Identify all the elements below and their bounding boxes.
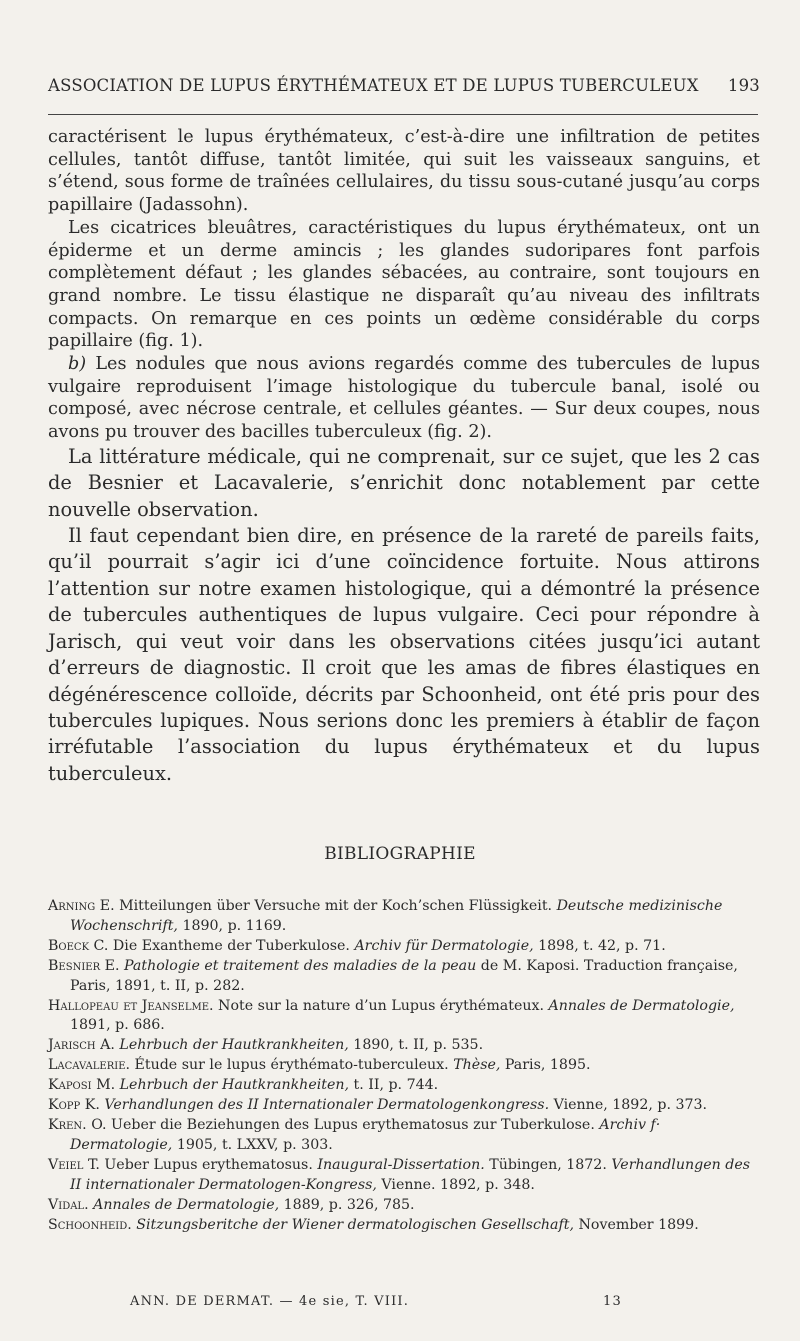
bib-details: 1889, p. 326, 785. [279,1196,415,1213]
bib-details: t. II, p. 744. [349,1077,439,1094]
bib-entry [48,1116,760,1156]
bib-entry [48,957,760,997]
paragraph-1: caractérisent le lupus érythémateux, c’est-à-dire une infiltration de petites cellules, tantôt diffuse, tantôt limitée, qui suit les vaisseaux sanguins, et s’étend, sous forme de traînées cellulaires, du tissu sous-cutané jusqu’au corps papillaire (Jadassohn). [48,127,760,216]
bibliography-heading: BIBLIOGRAPHIE [324,844,476,864]
bib-entry [48,1076,760,1096]
bib-entry [48,1196,760,1216]
bib-details: November 1899. [573,1216,699,1233]
bib-entry [48,897,760,937]
bib-text: T. Ueber Lupus erythematosus. [83,1156,318,1173]
bib-entry [48,1216,760,1236]
bib-author: Boeck [48,937,90,954]
bib-source: Archiv f· Dermatologie, [70,1116,661,1153]
bib-entry [48,997,760,1037]
bib-source: Archiv für Dermatologie, [354,937,534,954]
bib-author: Schoonheid. [48,1216,132,1233]
footer-sheet-number: 13 [603,1294,622,1309]
bib-details: 1905, t. LXXV, p. 303. [172,1136,333,1153]
paragraph-4: La littérature médicale, qui ne comprenait, sur ce sujet, que les 2 cas de Besnier et Lacavalerie, s’enrichit donc notablement par cette nouvelle observation. [48,444,760,521]
paragraph-5: Il faut cependant bien dire, en présence de la rareté de pareils faits, qu’il pourrait s’agir ici d’une coïncidence fortuite. Nous attirons l’attention sur notre examen histologique, qui a démontré la présence de tubercules authentiques de lupus vulgaire. Ceci pour répondre à Jarisch, qui veut voir dans les observations citées jusqu’ici autant d’erreurs de diagnostic. Il croit que les amas de fibres élastiques en dégénérescence colloïde, décrits par Schoonheid, ont été pris pour des tubercules lupiques. Nous serions donc les premiers à établir de façon irréfutable l’association du lupus érythémateux et du lupus tuberculeux. [48,524,760,785]
bib-source: Deutsche medizinische Wochenschrift, [70,898,723,934]
paragraph-3-text: Les nodules que nous avions regardés comme des tubercules de lupus vulgaire reproduisent l’image histologique du tubercule banal, isolé ou composé, avec nécrose centrale, et cellules géantes. — Sur deux coupes, nous avons pu trouver des bacilles tuberculeux (fig. 2). [48,354,760,443]
bib-details: de M. Kaposi. Traduction française, Paris, 1891, t. II, p. 282. [70,957,738,994]
paragraph-3-label: b) [68,354,87,375]
bib-text: E. Mitteilungen über Versuche mit der Koch’schen Flüssigkeit. [95,898,557,914]
bib-text: C. Die Exantheme der Tuberkulose. [89,937,355,954]
paragraph-3 [48,353,760,444]
bib-source: Verhandlungen des II Internationaler Dermatologenkongress. [104,1097,550,1114]
bib-details-2: Vienne. 1892, p. 348. [376,1176,535,1193]
bib-entry [48,1096,760,1116]
bib-source: Lehrbuch der Hautkrankheiten, [119,1077,350,1094]
body-text [48,126,760,787]
running-title: ASSOCIATION DE LUPUS ÉRYTHÉMATEUX ET DE LUPUS TUBERCULEUX [48,76,699,95]
bib-source: Lehrbuch der Hautkrankheiten, [119,1037,349,1054]
bib-author: Kopp [48,1097,81,1114]
bib-details: 1890, p. 1169. [177,917,287,934]
bib-details: 1898, t. 42, p. 71. [533,937,666,954]
bib-source: Thèse, [453,1057,501,1074]
bib-author: Besnier [48,957,101,974]
bib-text: Étude sur le lupus érythémato-tuberculeux. [130,1057,454,1074]
header-rule [48,114,758,115]
bib-details: Vienne, 1892, p. 373. [549,1097,708,1114]
bib-author: Kaposi [48,1077,92,1094]
bib-entry [48,1156,760,1196]
bib-source: Inaugural-Dissertation. [317,1156,485,1173]
bib-details: Paris, 1895. [500,1057,591,1074]
bib-text: Note sur la nature d’un Lupus érythémateux. [213,997,549,1014]
bib-entry [48,937,760,957]
bibliography-list [48,897,760,1235]
bib-source-2: Verhandlungen des II internationaler Dermatologen-Kongress, [70,1156,750,1193]
bib-author: Jarisch [48,1037,96,1054]
bib-text: E. [100,957,124,974]
bib-source: Annales de Dermatologie, [548,997,735,1014]
bib-author: Veiel [48,1156,84,1173]
bib-text: M. [91,1077,120,1094]
bib-details: 1891, p. 686. [70,1017,165,1034]
bib-entry [48,1056,760,1076]
bib-details: 1890, t. II, p. 535. [348,1037,484,1054]
bib-source: Sitzungsberitche der Wiener dermatologischen Gesellschaft, [136,1216,574,1233]
bib-author: Hallopeau et Jeanselme. [48,997,214,1014]
footer-journal: ANN. DE DERMAT. — 4e sie, T. VIII. [130,1294,410,1309]
bib-text: O. Ueber die Beziehungen des Lupus erythematosus zur Tuberkulose. [86,1116,600,1133]
bib-author: Lacavalerie. [48,1057,131,1074]
page-number: 193 [727,76,760,95]
bib-text: K. [80,1097,105,1114]
bib-text: A. [95,1037,120,1054]
paragraph-2: Les cicatrices bleuâtres, caractéristiques du lupus érythémateux, ont un épiderme et un derme amincis ; les glandes sudoripares font parfois complètement défaut ; les glandes sébacées, au contraire, sont toujours en grand nombre. Le tissu élastique ne disparaît qu’au niveau des infiltrats compacts. On remarque en ces points un œdème considérable du corps papillaire (fig. 1). [48,217,760,352]
bib-source: Annales de Dermatologie, [93,1196,280,1213]
bib-author: Arning [48,898,96,914]
running-header [48,76,760,95]
bib-details: Tübingen, 1872. [484,1156,612,1173]
bib-author: Vidal. [48,1196,89,1213]
bib-source: Pathologie et traitement des maladies de la peau [124,957,477,974]
page-footer [130,1294,622,1309]
bib-author: Kren. [48,1116,87,1133]
bib-entry [48,1036,760,1056]
